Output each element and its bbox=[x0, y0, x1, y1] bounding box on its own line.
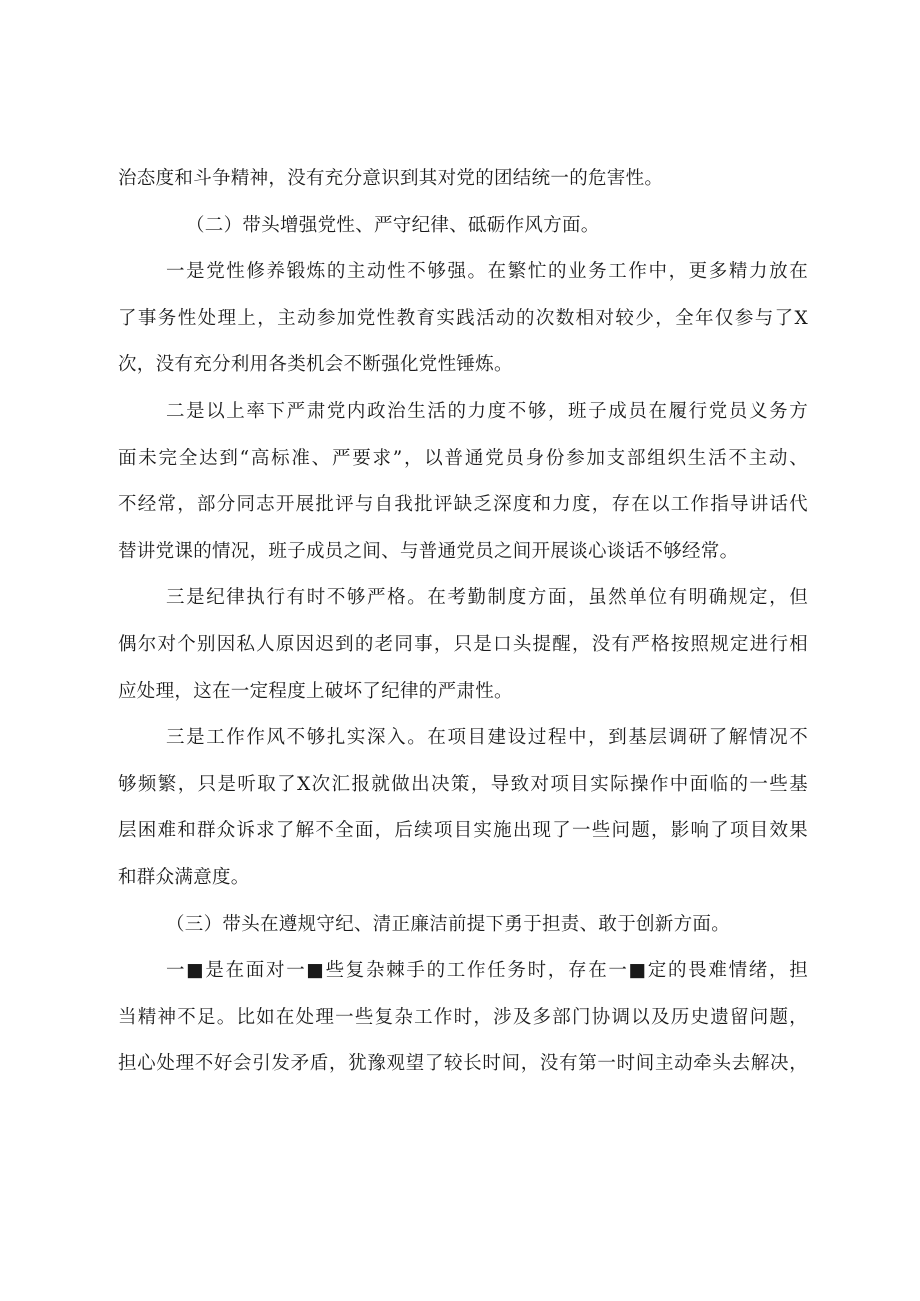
paragraph-line: 当精神不足。比如在处理一些复杂工作时，涉及多部门协调以及历史遗留问题， bbox=[118, 1006, 808, 1028]
document-body bbox=[118, 156, 808, 1088]
section-heading-3: （三）带头在遵规守纪、清正廉洁前提下勇于担责、敢于创新方面。 bbox=[166, 913, 731, 935]
paragraph-line: 和群众满意度。 bbox=[118, 866, 250, 888]
paragraph-line: 三是纪律执行有时不够严格。在考勤制度方面，虽然单位有明确规定，但 bbox=[166, 587, 808, 609]
paragraph-line: 面未完全达到“高标准、严要求”，以普通党员身份参加支部组织生活不主动、 bbox=[118, 447, 808, 469]
paragraph-line: 一是党性修养锻炼的主动性不够强。在繁忙的业务工作中，更多精力放在 bbox=[166, 261, 808, 283]
paragraph-line: 三是工作作风不够扎实深入。在项目建设过程中，到基层调研了解情况不 bbox=[166, 727, 808, 749]
paragraph-line: 担心处理不好会引发矛盾，犹豫观望了较长时间，没有第一时间主动牵头去解决， bbox=[118, 1053, 808, 1075]
paragraph-line: 治态度和斗争精神，没有充分意识到其对党的团结统一的危害性。 bbox=[118, 168, 664, 189]
paragraph-line: 二是以上率下严肃党内政治生活的力度不够，班子成员在履行党员义务方 bbox=[166, 400, 808, 422]
paragraph-line: 够频繁，只是听取了X次汇报就做出决策，导致对项目实际操作中面临的一些基 bbox=[118, 773, 808, 795]
paragraph-line: 不经常，部分同志开展批评与自我批评缺乏深度和力度，存在以工作指导讲话代 bbox=[118, 494, 808, 516]
paragraph-line: 替讲党课的情况，班子成员之间、与普通党员之间开展谈心谈话不够经常。 bbox=[118, 540, 739, 562]
paragraph-line: 应处理，这在一定程度上破坏了纪律的严肃性。 bbox=[118, 680, 513, 702]
paragraph-line: 层困难和群众诉求了解不全面，后续项目实施出现了一些问题，影响了项目效果 bbox=[118, 820, 808, 842]
paragraph-line: 偶尔对个别因私人原因迟到的老同事，只是口头提醒，没有严格按照规定进行相 bbox=[118, 633, 808, 655]
paragraph-line: 了事务性处理上，主动参加党性教育实践活动的次数相对较少，全年仅参与了X bbox=[118, 307, 808, 329]
section-heading-2: （二）带头增强党性、严守纪律、砥砺作风方面。 bbox=[186, 214, 600, 236]
paragraph-line: 次，没有充分利用各类机会不断强化党性锤炼。 bbox=[118, 354, 513, 376]
paragraph-line: 一■是在面对一■些复杂棘手的工作任务时，存在一■定的畏难情绪，担 bbox=[166, 960, 808, 982]
